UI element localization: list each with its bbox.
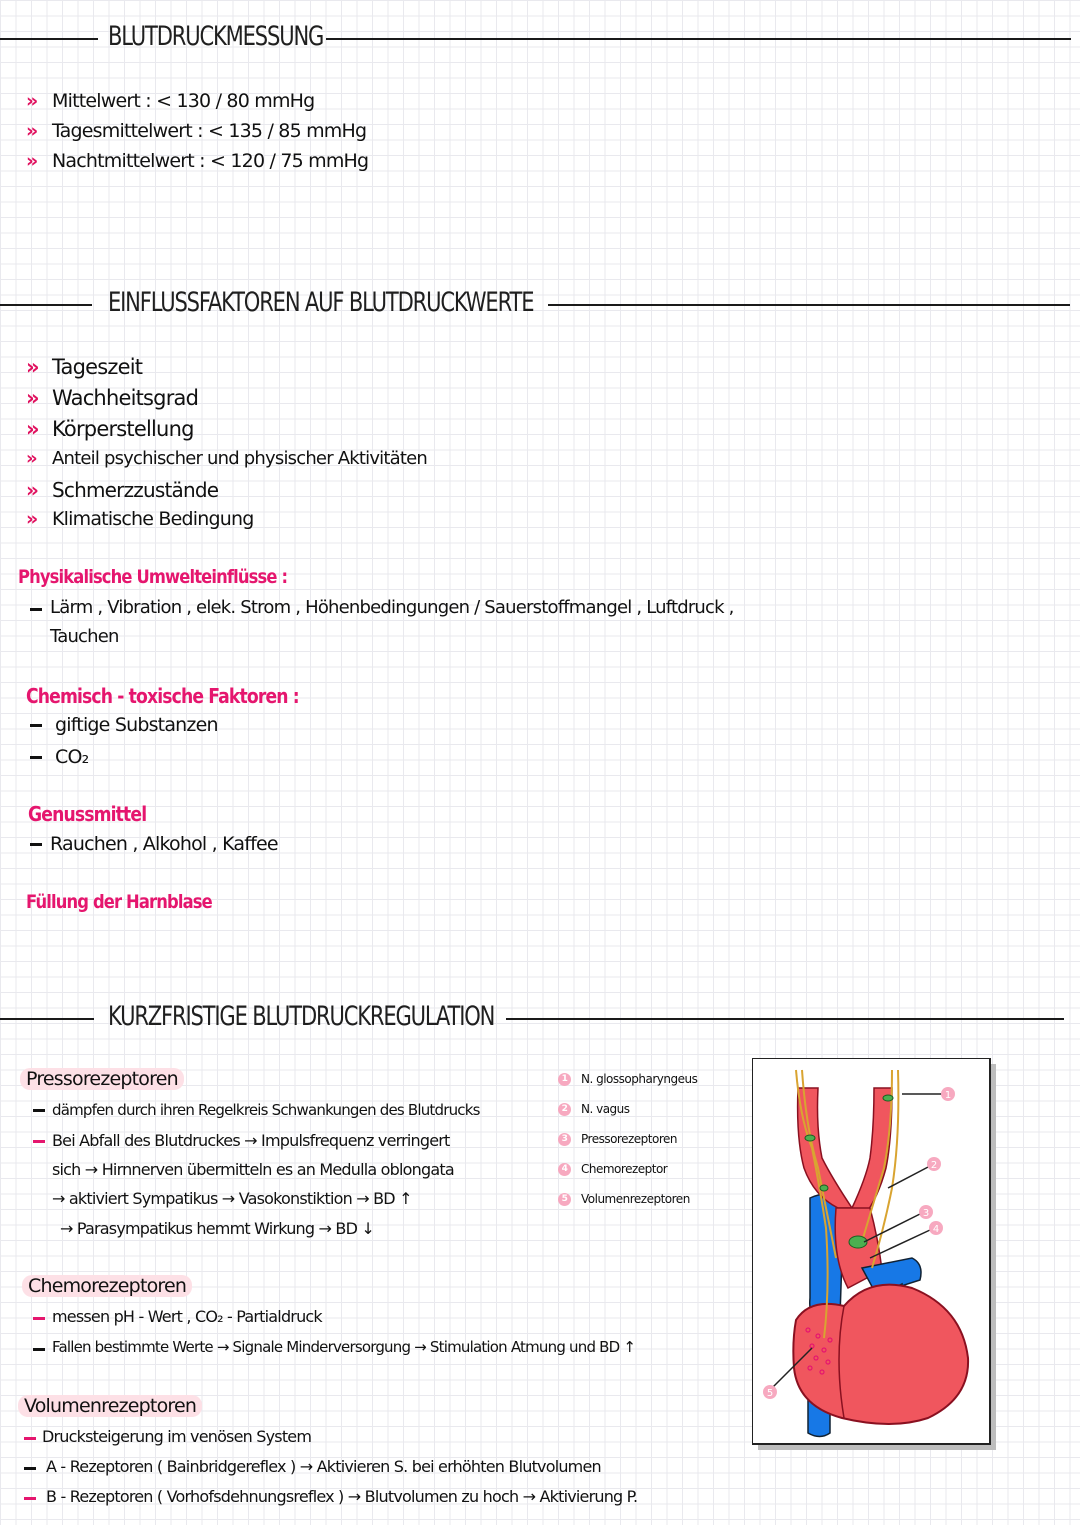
- section-title-regulation: KURZFRISTIGE BLUTDRUCKREGULATION: [108, 1001, 495, 1032]
- chemo-line: messen pH - Wert , CO₂ - Partialdruck: [52, 1307, 322, 1326]
- legend-number: 5: [558, 1193, 571, 1206]
- measurement-item: » Mittelwert : < 130 / 80 mmHg: [26, 90, 315, 112]
- legend-number: 4: [558, 1163, 571, 1176]
- volume-line: Drucksteigerung im venösen System: [42, 1427, 312, 1446]
- section-divider-left: [0, 1018, 94, 1020]
- legend-item: 1 N. glossopharyngeus: [558, 1072, 697, 1086]
- dash-icon: [30, 756, 42, 759]
- stimulant-item: Rauchen , Alkohol , Kaffee: [50, 833, 278, 855]
- legend-number: 2: [558, 1103, 571, 1116]
- dash-icon: [33, 1109, 45, 1112]
- dash-icon: [33, 1140, 45, 1143]
- stimulants-heading: Genussmittel: [28, 802, 147, 826]
- chevron-icon: »: [26, 478, 39, 502]
- section-title-measurement: BLUTDRUCKMESSUNG: [108, 21, 324, 52]
- legend-item: 2 N. vagus: [558, 1102, 630, 1116]
- pressure-line: sich → Hirnnerven übermitteln es an Medulla oblongata: [52, 1160, 454, 1179]
- physical-heading: Physikalische Umwelteinflüsse :: [18, 566, 288, 588]
- chevron-icon: »: [26, 508, 38, 530]
- physical-line: Tauchen: [50, 626, 119, 647]
- chevron-icon: »: [26, 120, 38, 142]
- factor-item: » Körperstellung: [26, 417, 194, 441]
- pressure-line: Bei Abfall des Blutdruckes → Impulsfrequenz verringert: [52, 1131, 450, 1150]
- figure-marker-label: 5: [766, 1388, 774, 1399]
- dash-icon: [30, 843, 42, 846]
- chemical-item: giftige Substanzen: [55, 714, 218, 736]
- dash-icon: [30, 724, 42, 727]
- legend-number: 1: [558, 1073, 571, 1086]
- measurement-item: » Tagesmittelwert : < 135 / 85 mmHg: [26, 120, 367, 142]
- chevron-icon: »: [26, 90, 38, 112]
- chevron-icon: »: [26, 417, 39, 441]
- heart-figure: [752, 1058, 996, 1450]
- bladder-heading: Füllung der Harnblase: [26, 891, 212, 913]
- chemical-heading: Chemisch - toxische Faktoren :: [26, 684, 299, 708]
- chevron-icon: »: [26, 386, 39, 410]
- dash-icon: [33, 1317, 45, 1320]
- dash-icon: [33, 1348, 45, 1351]
- factor-item: » Wachheitsgrad: [26, 386, 199, 410]
- legend-item: 4 Chemorezeptor: [558, 1162, 667, 1176]
- heart-body: [793, 1285, 968, 1424]
- section-divider-left: [0, 304, 92, 306]
- heart-diagram: [752, 1058, 996, 1450]
- dash-icon: [24, 1497, 36, 1500]
- legend-number: 3: [558, 1133, 571, 1146]
- measurement-item: » Nachtmittelwert : < 120 / 75 mmHg: [26, 150, 369, 172]
- chevron-icon: »: [26, 150, 38, 172]
- chemical-item: CO₂: [55, 746, 89, 768]
- section-divider-left: [0, 38, 98, 40]
- section-divider-right: [506, 1018, 1064, 1020]
- section-divider-right: [548, 304, 1070, 306]
- dash-icon: [30, 608, 42, 611]
- pressure-line: → aktiviert Sympatikus → Vasokonstiktion → BD ↑: [52, 1189, 412, 1208]
- dash-icon: [24, 1467, 36, 1470]
- section-divider-right: [326, 38, 1071, 40]
- section-title-factors: EINFLUSSFAKTOREN AUF BLUTDRUCKWERTE: [108, 287, 534, 318]
- chemo-heading: Chemorezeptoren: [22, 1275, 192, 1297]
- pressure-line: → Parasympatikus hemmt Wirkung → BD ↓: [60, 1219, 375, 1238]
- dash-icon: [24, 1437, 36, 1440]
- factor-item: » Anteil psychischer und physischer Aktivitäten: [26, 448, 428, 469]
- figure-marker-label: 4: [932, 1224, 940, 1235]
- factor-item: » Klimatische Bedingung: [26, 508, 254, 530]
- figure-marker-label: 1: [944, 1090, 952, 1101]
- factor-item: » Tageszeit: [26, 355, 143, 379]
- factor-item: » Schmerzzustände: [26, 478, 219, 502]
- chevron-icon: »: [26, 355, 39, 379]
- pressure-heading: Pressorezeptoren: [20, 1068, 184, 1090]
- chemo-line: Fallen bestimmte Werte → Signale Minderversorgung → Stimulation Atmung und BD ↑: [52, 1338, 636, 1356]
- pressure-line: dämpfen durch ihren Regelkreis Schwankungen des Blutdrucks: [52, 1101, 480, 1119]
- volume-heading: Volumenrezeptoren: [18, 1395, 202, 1417]
- volume-line: B - Rezeptoren ( Vorhofsdehnungsreflex ) → Blutvolumen zu hoch → Aktivierung P.: [46, 1487, 638, 1506]
- legend-item: 3 Pressorezeptoren: [558, 1132, 677, 1146]
- figure-marker-label: 2: [930, 1160, 938, 1171]
- legend-item: 5 Volumenrezeptoren: [558, 1192, 690, 1206]
- volume-line: A - Rezeptoren ( Bainbridgereflex ) → Aktivieren S. bei erhöhten Blutvolumen: [46, 1457, 601, 1476]
- figure-marker-label: 3: [922, 1208, 930, 1219]
- physical-line: Lärm , Vibration , elek. Strom , Höhenbedingungen / Sauerstoffmangel , Luftdruck ,: [50, 597, 734, 618]
- chevron-icon: »: [26, 448, 37, 469]
